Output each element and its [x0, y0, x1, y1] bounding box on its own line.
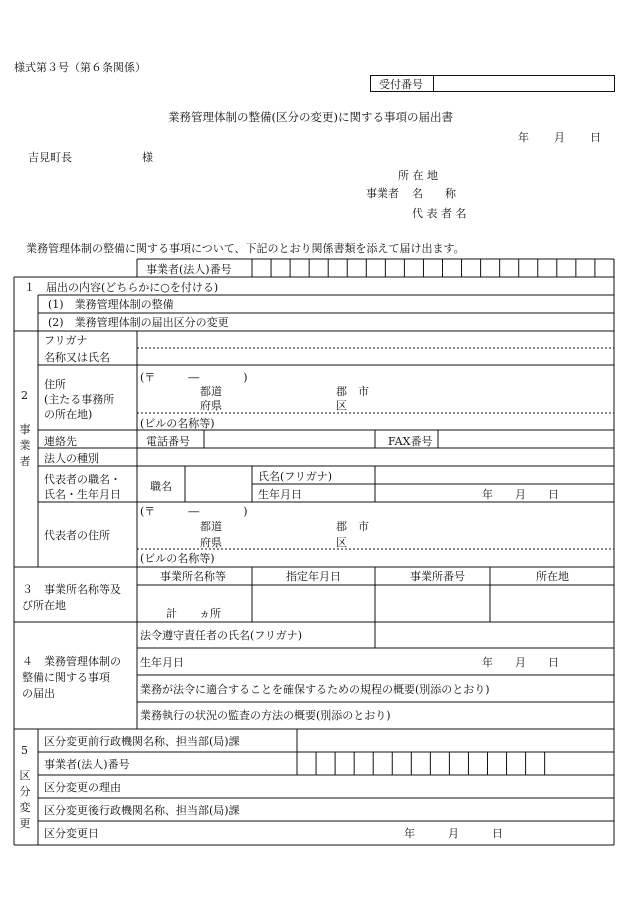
- job-title-label: 職名: [150, 480, 172, 493]
- date-month: 月: [554, 131, 565, 144]
- change-date-label: 区分変更日: [44, 827, 99, 840]
- section1-option2[interactable]: (2) 業務管理体制の届出区分の変更: [48, 316, 229, 329]
- address-label: 住所 (主たる事務所 の所在地): [44, 378, 115, 421]
- after-agency-label: 区分変更後行政機関名称、担当部(局)課: [44, 804, 240, 817]
- col-office-name: 事業所名称等: [160, 570, 226, 583]
- fax-label: FAX番号: [388, 435, 433, 448]
- prefecture-todo: 都道: [200, 385, 222, 398]
- before-agency-label: 区分変更前行政機関名称、担当部(局)課: [44, 735, 240, 748]
- change-date-ymd: 年 月 日: [404, 827, 503, 840]
- representative-address-label: 代表者の住所: [44, 529, 110, 542]
- date-year: 年: [518, 131, 529, 144]
- phone-label: 電話番号: [146, 435, 190, 448]
- receipt-number-label: 受付番号: [379, 78, 423, 91]
- postal-code[interactable]: (〒 ― ): [140, 371, 248, 384]
- operator-representative-label: 代 表 者 名: [412, 207, 467, 220]
- section3-label: ３ 事業所名称等及 び所在地: [22, 583, 121, 612]
- corp-type-label: 法人の種別: [44, 452, 99, 465]
- section4-label: ４ 業務管理体制の 整備に関する事項 の届出: [22, 655, 121, 700]
- prefecture-fuken: 府県: [200, 399, 222, 412]
- rep-ku-label: 区: [336, 536, 347, 549]
- change-reason-label: 区分変更の理由: [44, 781, 121, 794]
- representative-birth-label: 生年月日: [258, 488, 302, 501]
- furigana-label: フリガナ: [44, 334, 88, 347]
- ku-label: 区: [336, 399, 347, 412]
- compliance-rules-label: 業務が法令に適合することを確保するための規程の概要(別添のとおり): [140, 683, 490, 696]
- contact-label: 連絡先: [44, 435, 77, 448]
- rep-postal-code[interactable]: (〒 ― ): [140, 505, 248, 518]
- statement: 業務管理体制の整備に関する事項について、下記のとおり関係書類を添えて届け出ます。: [26, 242, 465, 255]
- building-name-label: (ビルの名称等): [140, 417, 215, 430]
- rep-building-name-label: (ビルの名称等): [140, 552, 215, 565]
- officer-birth-label: 生年月日: [140, 656, 184, 669]
- gun-shi-label: 郡 市: [336, 385, 369, 398]
- rep-prefecture-fuken: 府県: [200, 536, 222, 549]
- rep-gun-shi-label: 郡 市: [336, 520, 369, 533]
- section2-vertical-label: 事業者: [19, 423, 31, 468]
- office-count: 計 ヵ所: [166, 607, 221, 620]
- col-location: 所在地: [536, 570, 569, 583]
- section5-vertical-label: 区分変更: [19, 769, 31, 830]
- corp-number-label: 事業者(法人)番号: [146, 263, 232, 276]
- operator-label: 事業者: [366, 187, 399, 200]
- section5-number: 5: [21, 744, 28, 757]
- representative-label: 代表者の職名・ 氏名・生年月日: [44, 473, 121, 501]
- section2-number: 2: [21, 389, 28, 402]
- compliance-officer-label: 法令遵守責任者の氏名(フリガナ): [140, 629, 303, 642]
- officer-birth-ymd: 年 月 日: [482, 656, 559, 669]
- rep-prefecture-todo: 都道: [200, 520, 222, 533]
- document-title: 業務管理体制の整備(区分の変更)に関する事項の届出書: [168, 110, 453, 124]
- operator-address-label: 所 在 地: [398, 169, 438, 182]
- col-office-number: 事業所番号: [410, 570, 465, 583]
- section5-corp-number-label: 事業者(法人)番号: [44, 758, 130, 771]
- honorific: 様: [142, 151, 153, 164]
- col-designation-date: 指定年月日: [286, 570, 341, 583]
- operator-name-label: 名 称: [412, 187, 456, 200]
- date-day: 日: [590, 131, 601, 144]
- name-label: 名称又は氏名: [44, 351, 110, 364]
- section1-title: １ 届出の内容(どちらかに○を付ける): [24, 281, 219, 294]
- form-number: 様式第３号（第６条関係）: [14, 61, 146, 74]
- representative-birth-ymd: 年 月 日: [482, 488, 559, 501]
- addressee: 吉見町長: [28, 151, 72, 164]
- audit-method-label: 業務執行の状況の監査の方法の概要(別添のとおり): [140, 709, 391, 722]
- representative-name-label: 氏名(フリガナ): [258, 470, 333, 483]
- section1-option1[interactable]: (1) 業務管理体制の整備: [48, 298, 174, 311]
